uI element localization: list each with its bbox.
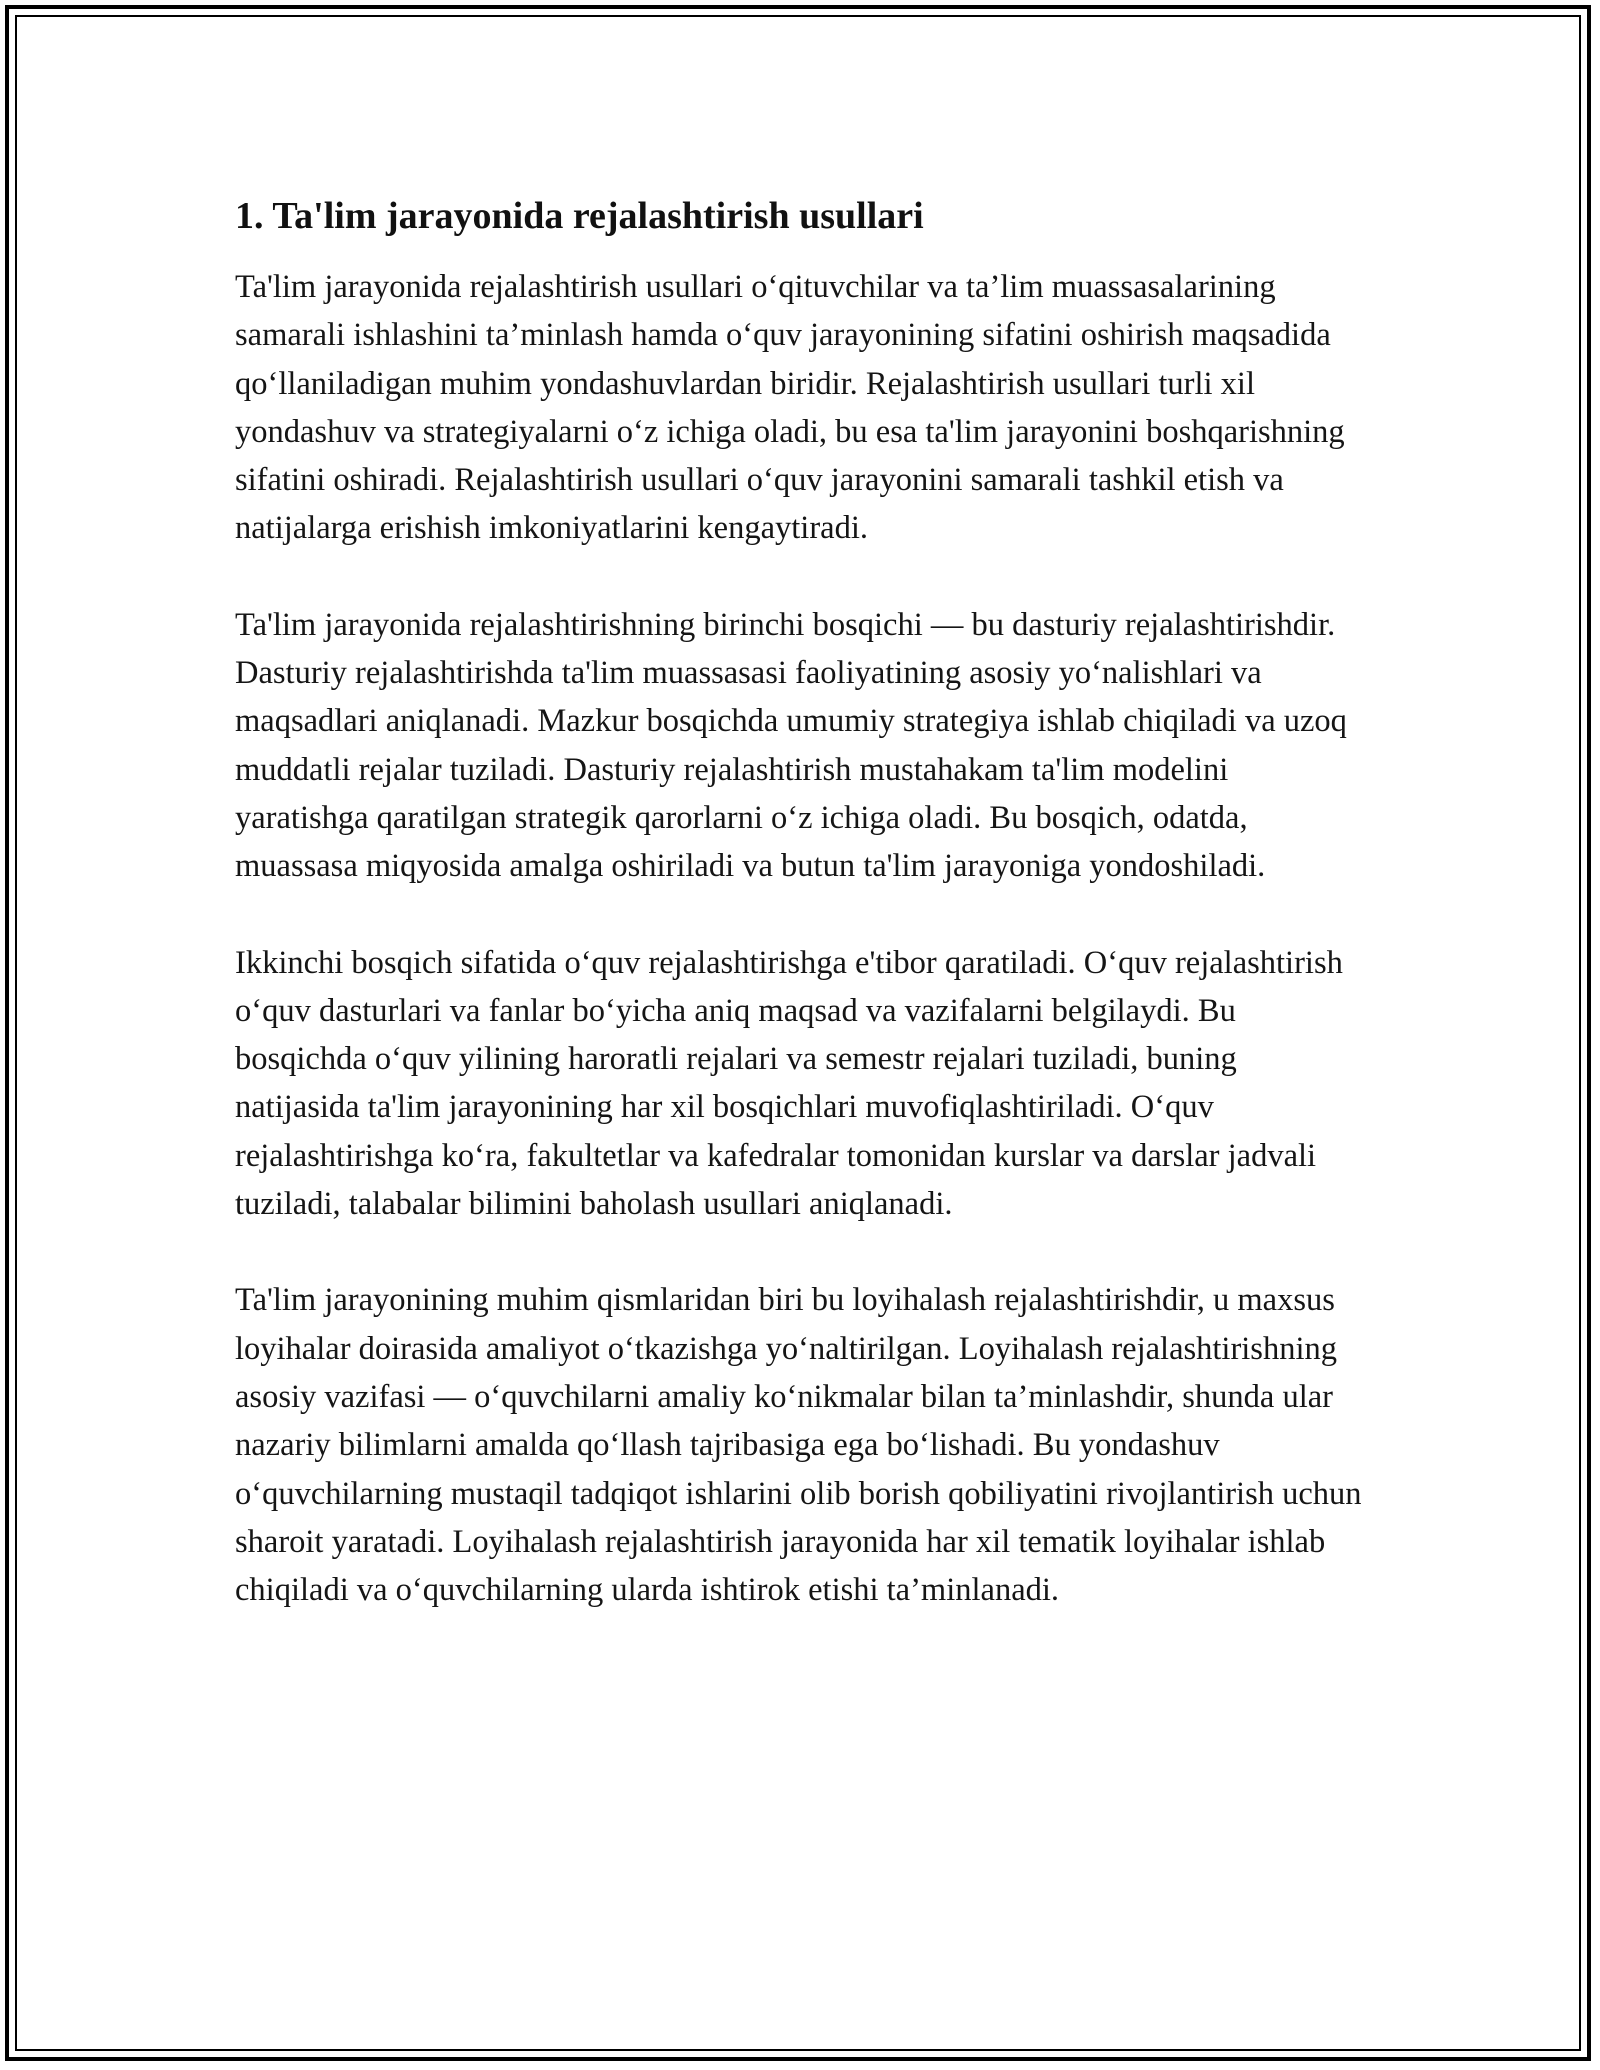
section-heading: 1. Ta'lim jarayonida rejalashtirish usullari xyxy=(235,195,924,237)
paragraph-project-planning: Ta'lim jarayonining muhim qismlaridan biri bu loyihalash rejalashtirishdir, u maxsus loyihalar doirasida amaliyot o‘tkazishga yo‘naltirilgan. Loyihalash rejalashtirishning asosiy vazifasi — o‘quvchilarni amaliy ko‘nikmalar bilan ta’minlashdir, shunda ular nazariy bilimlarni amalda qo‘llash tajribasiga ega bo‘lishadi. Bu yondashuv o‘quvchilarning mustaqil tadqiqot ishlarini olib borish qobiliyatini rivojlantirish uchun sharoit yaratadi. Loyihalash rejalashtirish jarayonida har xil tematik loyihalar ishlab chiqiladi va o‘quvchilarning ularda ishtirok etishi ta’minlanadi. xyxy=(235,1282,1362,1609)
document-body xyxy=(235,187,1365,1662)
paragraph-program-planning: Ta'lim jarayonida rejalashtirishning birinchi bosqichi — bu dasturiy rejalashtirishdir. Dasturiy rejalashtirishda ta'lim muassasasi faoliyatining asosiy yo‘nalishlari va maqsadlari aniqlanadi. Mazkur bosqichda umumiy strategiya ishlab chiqiladi va uzoq muddatli rejalar tuziladi. Dasturiy rejalashtirish mustahakam ta'lim modelini yaratishga qaratilgan strategik qarorlarni o‘z ichiga oladi. Bu bosqich, odatda, muassasa miqyosida amalga oshiriladi va butun ta'lim jarayoniga yondoshiladi. xyxy=(235,606,1347,885)
paragraph-curriculum-planning: Ikkinchi bosqich sifatida o‘quv rejalashtirishga e'tibor qaratiladi. O‘quv rejalashtirish o‘quv dasturlari va fanlar bo‘yicha aniq maqsad va vazifalarni belgilaydi. Bu bosqichda o‘quv yilining haroratli rejalari va semestr rejalari tuziladi, buning natijasida ta'lim jarayonining har xil bosqichlari muvofiqlashtiriladi. O‘quv rejalashtirishga ko‘ra, fakultetlar va kafedralar tomonidan kurslar va darslar jadvali tuziladi, talabalar bilimini baholash usullari aniqlanadi. xyxy=(235,944,1343,1223)
paragraph-planning-methods: Ta'lim jarayonida rejalashtirish usullari o‘qituvchilar va ta’lim muassasalarining samarali ishlashini ta’minlash hamda o‘quv jarayonining sifatini oshirish maqsadida qo‘llaniladigan muhim yondashuvlardan biridir. Rejalashtirish usullari turli xil yondashuv va strategiyalarni o‘z ichiga oladi, bu esa ta'lim jarayonini boshqarishning sifatini oshiradi. Rejalashtirish usullari o‘quv jarayonini samarali tashkil etish va natijalarga erishish imkoniyatlarini kengaytiradi. xyxy=(235,269,1345,547)
